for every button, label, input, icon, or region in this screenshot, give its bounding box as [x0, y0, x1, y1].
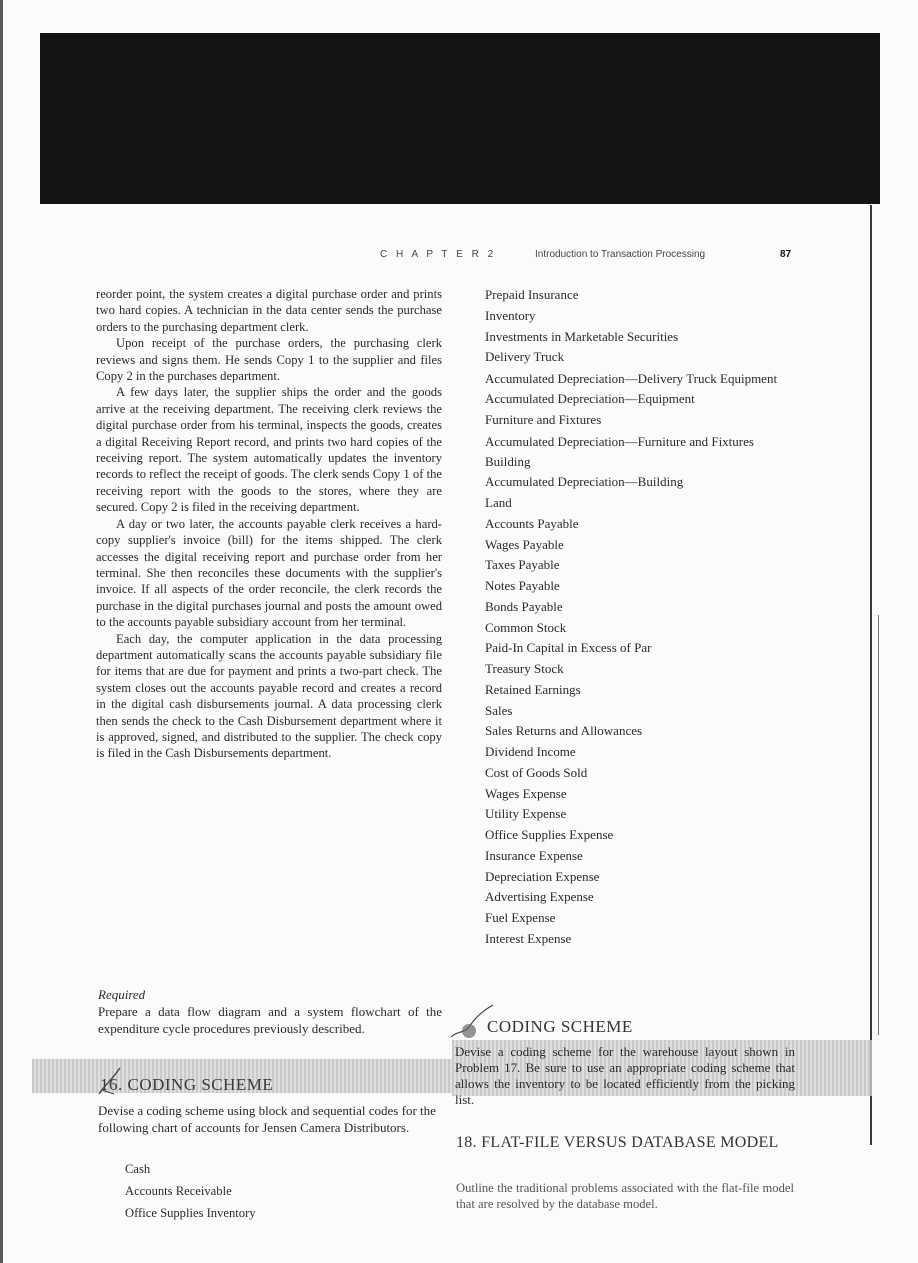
- running-header: [380, 249, 800, 267]
- list-item: Inventory: [485, 307, 536, 323]
- list-item: Utility Expense: [485, 806, 567, 822]
- list-item: Bonds Payable: [485, 598, 563, 614]
- list-item: Accumulated Depreciation—Furniture and Fixtures: [485, 433, 754, 449]
- left-column-body: [96, 286, 442, 762]
- list-item: Sales Returns and Allowances: [485, 723, 643, 739]
- list-item: Prepaid Insurance: [485, 287, 579, 302]
- list-item: Accumulated Depreciation—Delivery Truck Equipment: [485, 371, 778, 386]
- list-item: Cost of Goods Sold: [485, 764, 588, 780]
- list-item: Office Supplies Inventory: [125, 1206, 256, 1220]
- list-item: Office Supplies Expense: [485, 827, 614, 842]
- scan-dark-band: [40, 33, 880, 204]
- question-18-title: 18. FLAT-FILE VERSUS DATABASE MODEL: [456, 1134, 779, 1151]
- list-item: Accounts Receivable: [125, 1184, 232, 1198]
- pen-scribble-icon: [96, 1064, 124, 1098]
- list-item: Investments in Marketable Securities: [485, 328, 679, 344]
- coding-scheme-text-left: Devise a coding scheme using block and sequential codes for the following chart of accounts for Jensen Camera Distributors.: [98, 1103, 436, 1135]
- list-item: Delivery Truck: [485, 349, 565, 365]
- list-item: Notes Payable: [485, 578, 560, 593]
- page-number: 87: [780, 249, 792, 260]
- list-item: Common Stock: [485, 619, 567, 635]
- list-item: Cash: [125, 1162, 151, 1176]
- list-item: Building: [485, 453, 531, 469]
- chapter-label: C H A P T E R 2: [380, 249, 497, 260]
- margin-rule: [870, 205, 872, 1145]
- paragraph: A day or two later, the accounts payable clerk receives a hard-copy supplier's invoice (bill) for the items shipped. The clerk accesses the digital receiving report and purchase order from her terminal. She then reconciles these documents with the supplier's invoice. If all aspects of the order reconcile, the clerk records the purchase in the digital purchases journal and posts the amount owed to the accounts payable subsidiary account from her terminal.: [96, 516, 442, 630]
- coding-scheme-heading-right: CODING SCHEME: [487, 1017, 633, 1036]
- list-item: Dividend Income: [485, 744, 576, 759]
- list-item: Advertising Expense: [485, 889, 594, 905]
- list-item: Insurance Expense: [485, 847, 583, 863]
- account-list-right: [485, 285, 805, 950]
- list-item: Accounts Payable: [485, 515, 579, 531]
- list-item: Taxes Payable: [485, 557, 560, 573]
- margin-rule-secondary: [878, 615, 879, 1035]
- required-text: Prepare a data flow diagram and a system flowchart of the expenditure cycle procedures previously described.: [98, 1004, 442, 1036]
- list-item: Interest Expense: [485, 930, 572, 946]
- list-item: Depreciation Expense: [485, 868, 600, 884]
- required-heading: Required: [98, 987, 146, 1002]
- list-item: Accumulated Depreciation—Building: [485, 474, 684, 490]
- page-left-edge: [0, 0, 3, 1263]
- list-item: Retained Earnings: [485, 681, 581, 697]
- list-item: Furniture and Fixtures: [485, 411, 602, 427]
- coding-scheme-text-right: Devise a coding scheme for the warehouse layout shown in Problem 17. Be sure to use an appropriate coding scheme that allows the inventory to be located efficiently from the picking list.: [455, 1044, 795, 1107]
- paragraph: Each day, the computer application in the data processing department automatically scans the accounts payable subsidiary file for items that are due for payment and prints a two-part check. The system closes out the accounts payable record and creates a record in the digital cash disbursements journal. A data processing clerk then sends the check to the Cash Disbursement department where it is approved, signed, and distributed to the supplier. The check copy is filed in the Cash Disbursements department.: [96, 631, 442, 761]
- list-item: Accumulated Depreciation—Equipment: [485, 391, 695, 406]
- paragraph: A few days later, the supplier ships the order and the goods arrive at the receiving department. The receiving clerk reviews the digital purchase order from his terminal, inspects the goods, creates a digital Receiving Report record, and prints two hard copies of the receiving report. The system automatically updates the inventory records to reflect the receipt of goods. The clerk sends Copy 1 of the receiving report with the goods to the stores, where they are secured. Copy 2 is filed in the receiving department.: [96, 385, 442, 515]
- list-item: Treasury Stock: [485, 661, 564, 676]
- list-item: Wages Payable: [485, 536, 564, 552]
- list-item: Paid-In Capital in Excess of Par: [485, 640, 652, 656]
- list-item: Wages Expense: [485, 785, 567, 801]
- account-list-left: [125, 1158, 256, 1224]
- list-item: Fuel Expense: [485, 910, 556, 925]
- section-title: Introduction to Transaction Processing: [535, 249, 706, 260]
- paragraph: Upon receipt of the purchase orders, the purchasing clerk reviews and signs them. He sends Copy 1 to the supplier and files Copy 2 in the purchases department.: [96, 336, 442, 384]
- coding-scheme-heading-left: 16. CODING SCHEME: [100, 1075, 274, 1094]
- list-item: Sales: [485, 702, 513, 718]
- paragraph: reorder point, the system creates a digital purchase order and prints two hard copies. A technician in the data center sends the purchase orders to the purchasing department clerk.: [96, 287, 442, 334]
- question-18-text: Outline the traditional problems associated with the flat-file model that are resolved by the database model.: [456, 1181, 794, 1212]
- list-item: Land: [485, 495, 512, 510]
